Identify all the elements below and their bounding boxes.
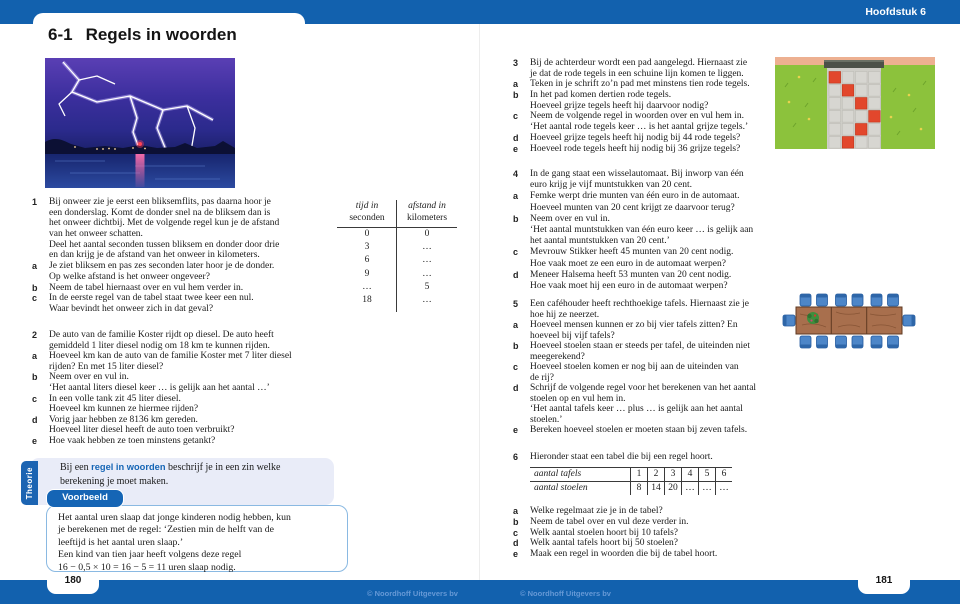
item-marker: a: [513, 79, 519, 90]
exercise-line: [32, 304, 279, 315]
exercise-line: [513, 111, 750, 122]
item-text: het onweer dichtbij. Met de volgende regel kun je de afstand: [49, 218, 280, 229]
item-marker: 5: [513, 299, 519, 309]
item-marker: [513, 394, 530, 405]
exercise-line: [513, 341, 756, 352]
table-row: aantal stoelen 8 14 20 … … …: [530, 482, 732, 496]
table-row: 6 …: [364, 255, 432, 266]
example-tab: Voorbeeld: [46, 489, 124, 508]
theory-pre: Bij een: [60, 462, 92, 473]
item-marker: c: [32, 393, 38, 404]
item-text: Deel het aantal seconden tussen bliksem en donder door drie: [49, 239, 280, 250]
exercise-line: [513, 69, 750, 80]
theory-post: beschrijf je in een zin welke: [165, 462, 281, 473]
section-name: Regels in woorden: [85, 25, 237, 44]
item-text: Femke werpt drie munten van één euro in de automaat.: [530, 191, 740, 202]
exercise-line: [513, 203, 753, 214]
exercise-line: [513, 214, 753, 225]
item-text: Meneer Halsema heeft 53 munten van 20 cent nodig.: [530, 269, 732, 280]
exercise-line: [513, 452, 713, 463]
example-line: Het aantal uren slaap dat jonge kinderen nodig hebben, kun: [58, 512, 291, 523]
example-text: [58, 512, 291, 574]
item-text: stoelen.’: [530, 414, 563, 425]
exercise-line: [32, 351, 292, 362]
exercise-line: [513, 331, 756, 342]
table-column-divider: [396, 200, 397, 312]
theory-line2: berekening je moet maken.: [60, 475, 169, 487]
item-text: hoeveel bij vijf tafels?: [530, 330, 615, 341]
exercise-2: [32, 330, 292, 447]
exercise-line: [513, 122, 750, 133]
exercise-line: [32, 208, 279, 219]
copyright-left: © Noordhoff Uitgevers bv: [367, 589, 458, 598]
theory-text: [60, 461, 280, 488]
item-marker: [513, 203, 530, 214]
item-text: Hoe vaak hebben ze toen minstens getankt?: [49, 435, 216, 446]
exercise-line: [32, 240, 279, 251]
exercise-line: [32, 272, 279, 283]
item-marker: c: [513, 527, 519, 538]
exercise-line: [513, 538, 717, 549]
tables-row-illustration: [770, 292, 928, 352]
exercise-4: [513, 169, 753, 292]
item-marker: e: [513, 549, 519, 560]
item-text: gemiddeld 1 liter diesel nodig om 18 km te kunnen rijden.: [49, 340, 270, 351]
exercise-line: [513, 310, 756, 321]
item-text: Neem over en vul in.: [49, 372, 129, 383]
item-marker: [513, 236, 530, 247]
exercise-6-intro: [513, 452, 713, 463]
exercise-line: [32, 341, 292, 352]
item-text: ‘Het aantal tafels keer … plus … is gelijk aan het aantal: [530, 404, 743, 414]
plant-centerpiece: [807, 312, 819, 324]
item-marker: d: [513, 132, 519, 143]
exercise-line: [32, 436, 292, 447]
exercise-line: [32, 362, 292, 373]
item-text: ‘Het aantal rode tegels keer … is het aantal grijze tegels.’: [530, 122, 749, 133]
item-marker: a: [32, 261, 38, 272]
exercise-line: [32, 415, 292, 426]
exercise-line: [513, 320, 756, 331]
item-marker: [32, 425, 49, 436]
exercise-line: [513, 90, 750, 101]
exercise-line: [32, 229, 279, 240]
item-marker: 6: [513, 452, 519, 462]
item-marker: [32, 218, 49, 229]
item-marker: [513, 310, 530, 321]
item-marker: [513, 331, 530, 342]
item-marker: [513, 404, 530, 415]
theory-tab-label: Theorie: [25, 466, 34, 500]
exercise-line: [513, 247, 753, 258]
item-text: Bij de achterdeur wordt een pad aangelegd. Hiernaast zie: [530, 58, 748, 68]
item-text: In een volle tank zit 45 liter diesel.: [49, 393, 181, 404]
exercise-6-items: [513, 506, 717, 560]
exercise-line: [513, 415, 756, 426]
exercise-line: [32, 383, 292, 394]
item-marker: [513, 225, 530, 236]
item-text: In de eerste regel van de tabel staat twee keer een nul.: [49, 293, 254, 304]
exercise-line: [513, 259, 753, 270]
time-distance-table: [337, 198, 457, 307]
exercise-line: [32, 250, 279, 261]
exercise-line: [32, 330, 292, 341]
item-text: Hoe vaak moet hij een euro in de automaat werpen?: [530, 280, 728, 291]
item-marker: [32, 304, 49, 315]
exercise-line: [32, 261, 279, 272]
exercise-3: [513, 58, 750, 154]
item-text: Hoeveel stoelen staan er steeds per tafel, de uiteinden niet: [530, 341, 750, 351]
table-row: 0 0: [364, 229, 430, 239]
item-marker: a: [513, 320, 519, 330]
exercise-line: [513, 236, 753, 247]
item-text: Vorig jaar hebben ze 8136 km gereden.: [49, 414, 198, 425]
item-text: Neem over en vul in.: [530, 213, 610, 224]
exercise-line: [513, 517, 717, 528]
lightning-photo: [45, 58, 235, 188]
exercise-line: [513, 281, 753, 292]
item-marker: 3: [513, 58, 519, 68]
exercise-line: [513, 352, 756, 363]
table-row: 3 …: [364, 242, 432, 253]
item-text: Je ziet bliksem en pas zes seconden later hoor je de donder.: [49, 261, 275, 272]
item-marker: c: [513, 247, 519, 258]
item-marker: [32, 383, 49, 394]
exercise-line: [513, 394, 756, 405]
item-text: Teken in je schrift zo’n pad met minstens tien rode tegels.: [530, 79, 750, 90]
item-text: Maak een regel in woorden die bij de tabel hoort.: [530, 549, 718, 560]
table-row: 18 …: [362, 294, 432, 305]
item-text: Bij onweer zie je eerst een bliksemflits, pas daarna hoor je: [49, 197, 271, 207]
item-marker: [513, 352, 530, 363]
item-text: Waar bevindt het onweer zich in dat geval?: [49, 303, 214, 314]
item-text: stoelen op en vul hem in.: [530, 393, 626, 404]
item-marker: c: [513, 362, 519, 372]
item-text: In het pad komen dertien rode tegels.: [530, 90, 672, 101]
chairs-top: [800, 294, 899, 306]
exercise-line: [513, 528, 717, 539]
exercise-line: [513, 373, 756, 384]
item-marker: c: [513, 111, 519, 122]
item-marker: 4: [513, 169, 519, 179]
exercise-line: [513, 180, 753, 191]
item-text: Bereken hoeveel stoelen er moeten staan bij zeven tafels.: [530, 425, 748, 435]
item-marker: e: [513, 425, 519, 435]
item-text: je dat de rode tegels in een schuine lijn komen te liggen.: [530, 68, 744, 79]
item-marker: [32, 229, 49, 240]
item-marker: 1: [32, 197, 38, 207]
table-row: 9 …: [364, 268, 432, 279]
example-line: Een kind van tien jaar heeft volgens deze regel: [58, 549, 242, 561]
item-marker: [513, 415, 530, 426]
exercise-line: [513, 101, 750, 112]
item-marker: [32, 208, 49, 219]
chapter-label: Hoofdstuk 6: [865, 6, 926, 18]
copyright-right: © Noordhoff Uitgevers bv: [520, 589, 611, 598]
exercise-line: [513, 383, 756, 394]
chairs-bottom: [800, 336, 899, 348]
theory-keyword: regel in woorden: [91, 462, 166, 472]
item-text: Hoeveel grijze tegels heeft hij daarvoor nodig?: [530, 100, 709, 111]
item-text: Hoeveel stoelen komen er nog bij aan de uiteinden van: [530, 362, 739, 372]
item-text: Hoeveel grijze tegels heeft hij nodig bij 44 rode tegels?: [530, 132, 741, 143]
item-text: Hoeveel km kunnen ze hiermee rijden?: [49, 404, 199, 415]
item-text: Hoeveel km kan de auto van de familie Koster met 7 liter diesel: [49, 351, 292, 362]
exercise-1: [32, 197, 279, 315]
item-marker: b: [32, 372, 38, 383]
item-text: In de gang staat een wisselautomaat. Bij inworp van één: [530, 169, 744, 179]
item-marker: [513, 69, 530, 80]
item-marker: e: [513, 143, 519, 154]
item-text: Hoeveel liter diesel heeft de auto toen verbruikt?: [49, 425, 235, 436]
tables-chairs-table: [530, 467, 732, 495]
item-marker: a: [32, 351, 38, 362]
exercise-line: [513, 425, 756, 436]
item-text: Hoeveel mensen kunnen er zo bij vier tafels zitten? En: [530, 320, 738, 330]
item-text: Welk aantal stoelen hoort bij 10 tafels?: [530, 527, 679, 538]
beacon-reflection: [136, 154, 145, 187]
item-text: het aantal muntstukken van 20 cent.’: [530, 236, 670, 247]
item-text: hoe hij ze neerzet.: [530, 309, 600, 320]
item-marker: [513, 122, 530, 133]
exercise-line: [513, 79, 750, 90]
item-marker: [513, 259, 530, 270]
exercise-5: [513, 299, 756, 436]
item-marker: [32, 362, 49, 373]
item-text: ‘Het aantal liters diesel keer … is gelijk aan het aantal …’: [49, 382, 270, 393]
item-text: van het onweer schatten.: [49, 229, 143, 240]
table-row: … 5: [362, 281, 430, 292]
item-text: de rij?: [530, 372, 555, 383]
item-text: Hoeveel munten van 20 cent krijgt ze daarvoor terug?: [530, 202, 735, 213]
item-marker: [513, 180, 530, 191]
exercise-line: [32, 425, 292, 436]
item-marker: b: [513, 90, 519, 101]
exercise-line: [513, 362, 756, 373]
item-text: Schrijf de volgende regel voor het berekenen van het aantal: [530, 383, 757, 393]
exercise-line: [513, 144, 750, 155]
item-marker: d: [32, 414, 38, 425]
exercise-line: [32, 293, 279, 304]
exercise-line: [513, 169, 753, 180]
exercise-line: [513, 270, 753, 281]
exercise-line: [513, 58, 750, 69]
item-marker: b: [513, 516, 519, 527]
item-marker: a: [513, 191, 519, 202]
theory-tab: [21, 461, 38, 505]
item-marker: [32, 341, 49, 352]
item-text: rijden? En met 15 liter diesel?: [49, 361, 164, 372]
item-text: Hoe vaak moet ze een euro in de automaat werpen?: [530, 258, 726, 269]
exercise-line: [513, 404, 756, 415]
item-marker: d: [513, 383, 519, 393]
item-marker: d: [513, 269, 519, 280]
item-marker: e: [32, 435, 38, 446]
item-marker: [32, 272, 49, 283]
exercise-line: [32, 218, 279, 229]
exercise-line: [513, 191, 753, 202]
item-marker: b: [513, 213, 519, 224]
item-marker: a: [513, 506, 519, 516]
exercise-line: [32, 404, 292, 415]
exercise-line: [513, 133, 750, 144]
exercise-line: [513, 225, 753, 236]
example-line: je berekenen met de regel: ‘Zestien min de helft van de: [58, 524, 274, 536]
exercise-line: [513, 549, 717, 560]
item-marker: [32, 240, 49, 251]
exercise-line: [32, 394, 292, 405]
item-text: Welke regelmaat zie je in de tabel?: [530, 506, 663, 516]
item-marker: c: [32, 293, 38, 304]
example-line: leeftijd is het aantal uren slaap.’: [58, 536, 184, 548]
exercise-line: [513, 299, 756, 310]
item-marker: b: [513, 341, 519, 351]
table-row: aantal tafels 1 2 3 4 5 6: [530, 468, 732, 482]
item-text: Neem de tabel over en vul deze verder in.: [530, 516, 689, 527]
item-marker: [513, 373, 530, 384]
item-text: euro krijg je vijf muntstukken van 20 cent.: [530, 180, 692, 191]
item-text: en dan krijg je de afstand van het onweer in kilometers.: [49, 250, 260, 261]
item-marker: [513, 101, 530, 112]
table-header-distance: afstand in kilometers: [406, 201, 448, 223]
exercise-line: [32, 197, 279, 208]
item-text: Mevrouw Stikker heeft 45 munten van 20 cent nodig.: [530, 247, 734, 258]
bottom-footer-bar: [0, 580, 960, 604]
item-text: meegerekend?: [530, 351, 585, 362]
item-text: Neem de tabel hiernaast over en vul hem verder in.: [49, 282, 244, 293]
item-marker: 2: [32, 330, 38, 340]
item-text: Neem de volgende regel in woorden over en vul hem in.: [530, 111, 744, 122]
item-text: Een caféhouder heeft rechthoekige tafels. Hiernaast zie je: [530, 299, 749, 309]
exercise-line: [513, 506, 717, 517]
exercise-line: [32, 372, 292, 383]
exercise-line: [32, 283, 279, 294]
item-text: een donderslag. Komt de donder snel na de bliksem dan is: [49, 207, 271, 218]
section-number: 6-1: [48, 25, 73, 44]
page-divider: [479, 24, 480, 580]
beacon-light: [138, 142, 142, 146]
item-marker: [32, 404, 49, 415]
item-marker: b: [32, 282, 38, 293]
page-number-right: 181: [858, 572, 910, 594]
item-text: Hoeveel rode tegels heeft hij nodig bij 36 grijze tegels?: [530, 143, 741, 154]
item-text: Welk aantal tafels hoort bij 50 stoelen?: [530, 538, 679, 549]
item-text: Op welke afstand is het onweer ongeveer?: [49, 271, 210, 282]
item-marker: d: [513, 538, 519, 549]
item-marker: [32, 250, 49, 261]
item-text: De auto van de familie Koster rijdt op diesel. De auto heeft: [49, 330, 274, 340]
item-text: ‘Het aantal muntstukken van één euro keer … is gelijk aan: [530, 224, 754, 235]
item-text: Hieronder staat een tabel die bij een regel hoort.: [530, 452, 713, 462]
section-title: [48, 25, 237, 45]
example-line: 16 − 0,5 × 10 = 16 − 5 = 11 uren slaap nodig.: [58, 561, 236, 573]
table-header-time: tijd in seconden: [349, 201, 385, 223]
item-marker: [513, 281, 530, 292]
tile-path-illustration: [775, 57, 935, 149]
page-number-left: 180: [47, 572, 99, 594]
